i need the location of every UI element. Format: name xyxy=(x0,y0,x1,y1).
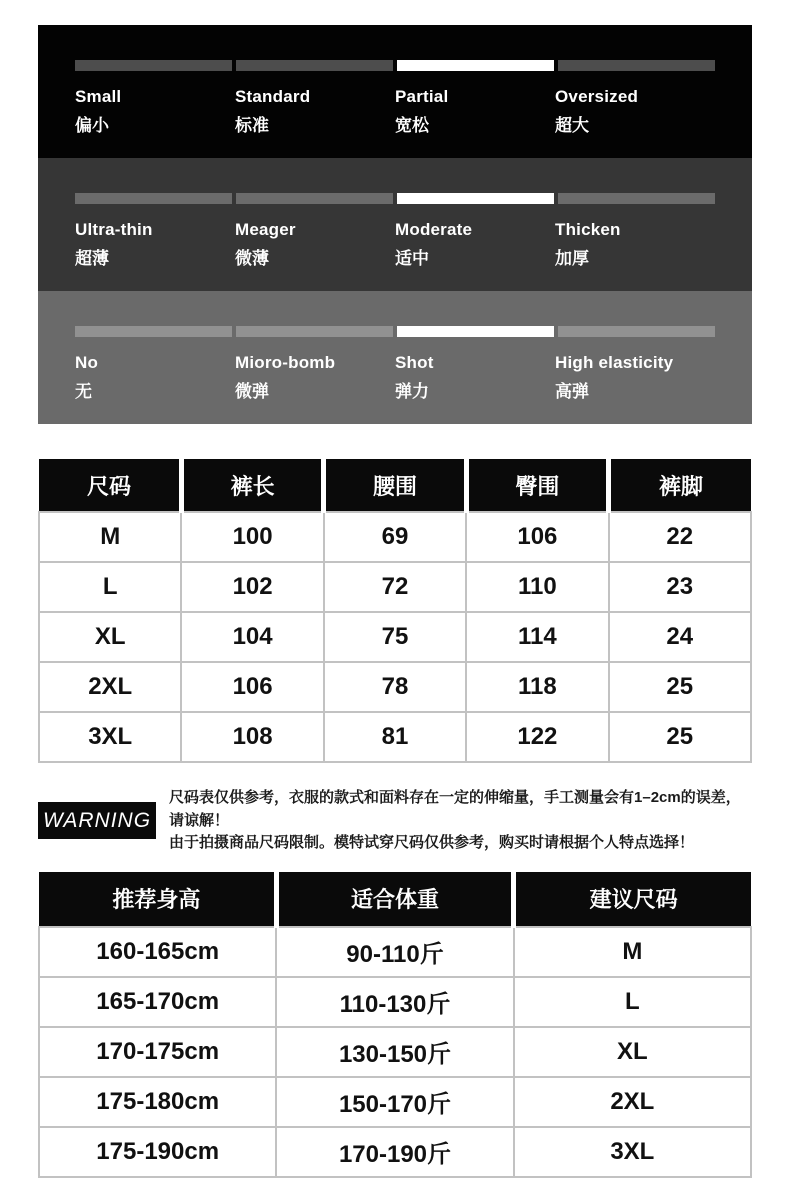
table-row xyxy=(39,662,751,712)
table-cell: 175-190cm xyxy=(39,1127,276,1177)
table-cell: L xyxy=(514,977,751,1027)
thickness-scale-bar xyxy=(75,193,715,204)
scale-option-label-zh: 超薄 xyxy=(75,249,109,268)
table-cell: 81 xyxy=(324,712,466,762)
table-cell: 78 xyxy=(324,662,466,712)
table-cell: 170-175cm xyxy=(39,1027,276,1077)
column-header: 尺码 xyxy=(39,459,181,512)
table-row xyxy=(39,927,751,977)
table-cell: 102 xyxy=(181,562,323,612)
scale-segment xyxy=(75,326,232,337)
scale-option-label-zh: 偏小 xyxy=(75,116,109,135)
thickness-scale-banner xyxy=(38,158,752,291)
column-header: 推荐身高 xyxy=(39,872,276,927)
scale-option-label-en: Shot xyxy=(395,353,434,372)
table-cell: 175-180cm xyxy=(39,1077,276,1127)
scale-option-label-zh: 宽松 xyxy=(395,116,429,135)
table-cell: M xyxy=(514,927,751,977)
table-cell: 3XL xyxy=(514,1127,751,1177)
table-cell: 106 xyxy=(466,512,608,562)
scale-option-label-en: Ultra-thin xyxy=(75,220,153,239)
column-header: 臀围 xyxy=(466,459,608,512)
table-cell: 69 xyxy=(324,512,466,562)
table-cell: 3XL xyxy=(39,712,181,762)
scale-option-label-en: Moderate xyxy=(395,220,473,239)
table-cell: 24 xyxy=(609,612,751,662)
scale-option-label-zh: 标准 xyxy=(235,116,269,135)
table-cell: 23 xyxy=(609,562,751,612)
fit-scale-labels xyxy=(75,87,715,136)
scale-option-label-en: Thicken xyxy=(555,220,621,239)
scale-option xyxy=(395,220,555,269)
table-cell: 110-130斤 xyxy=(276,977,513,1027)
column-header: 裤长 xyxy=(181,459,323,512)
table-row xyxy=(39,512,751,562)
scale-option-label-zh: 适中 xyxy=(395,249,429,268)
scale-segment xyxy=(75,60,232,71)
scale-option-label-zh: 弹力 xyxy=(395,382,429,401)
scale-segment xyxy=(236,326,393,337)
warning-section xyxy=(38,787,752,855)
table-cell: 2XL xyxy=(39,662,181,712)
warning-line-1: 尺码表仅供参考，衣服的款式和面料存在一定的伸缩量，手工测量会有1–2cm的误差，请谅解！ xyxy=(169,789,741,829)
scale-option xyxy=(555,220,715,269)
elasticity-scale-labels xyxy=(75,353,715,402)
table-cell: 25 xyxy=(609,712,751,762)
scale-option-label-en: Mioro-bomb xyxy=(235,353,336,372)
table-cell: L xyxy=(39,562,181,612)
elasticity-scale-banner xyxy=(38,291,752,424)
table-header-row xyxy=(39,459,751,512)
table-cell: 104 xyxy=(181,612,323,662)
scale-option-label-en: No xyxy=(75,353,99,372)
size-spec-table xyxy=(38,459,752,763)
scale-segment xyxy=(236,193,393,204)
table-cell: 110 xyxy=(466,562,608,612)
fit-scale-banner xyxy=(38,25,752,158)
scale-option-label-en: Oversized xyxy=(555,87,639,106)
table-row xyxy=(39,1027,751,1077)
scale-option xyxy=(395,87,555,136)
scale-option-label-en: Partial xyxy=(395,87,449,106)
scale-option-label-zh: 高弹 xyxy=(555,382,589,401)
table-row xyxy=(39,977,751,1027)
scale-segment xyxy=(397,326,554,337)
fit-recommendation-table xyxy=(38,872,752,1178)
table-cell: 130-150斤 xyxy=(276,1027,513,1077)
warning-badge: WARNING xyxy=(38,802,156,839)
thickness-scale-labels xyxy=(75,220,715,269)
size-guide-page xyxy=(38,0,752,1178)
table-row xyxy=(39,612,751,662)
scale-option-label-zh: 微弹 xyxy=(235,382,269,401)
table-cell: 170-190斤 xyxy=(276,1127,513,1177)
scale-option xyxy=(235,220,395,269)
fit-scale-bar xyxy=(75,60,715,71)
scale-segment xyxy=(558,193,715,204)
scale-option xyxy=(75,353,235,402)
table-row xyxy=(39,562,751,612)
scale-segment xyxy=(75,193,232,204)
table-cell: 165-170cm xyxy=(39,977,276,1027)
scale-segment xyxy=(236,60,393,71)
table-cell: 2XL xyxy=(514,1077,751,1127)
table-cell: 108 xyxy=(181,712,323,762)
scale-option-label-zh: 加厚 xyxy=(555,249,589,268)
column-header: 建议尺码 xyxy=(514,872,751,927)
scale-segment xyxy=(397,193,554,204)
column-header: 腰围 xyxy=(324,459,466,512)
table-cell: 160-165cm xyxy=(39,927,276,977)
scale-option-label-zh: 无 xyxy=(75,382,92,401)
scale-option xyxy=(235,87,395,136)
scale-option xyxy=(75,220,235,269)
table-cell: 122 xyxy=(466,712,608,762)
column-header: 适合体重 xyxy=(276,872,513,927)
scale-option-label-zh: 超大 xyxy=(555,116,589,135)
table-cell: 100 xyxy=(181,512,323,562)
table-cell: 106 xyxy=(181,662,323,712)
scale-segment xyxy=(397,60,554,71)
table-row xyxy=(39,712,751,762)
warning-text xyxy=(169,787,752,855)
scale-option-label-en: Standard xyxy=(235,87,311,106)
table-cell: 75 xyxy=(324,612,466,662)
column-header: 裤脚 xyxy=(609,459,751,512)
table-cell: 22 xyxy=(609,512,751,562)
table-cell: M xyxy=(39,512,181,562)
table-cell: 25 xyxy=(609,662,751,712)
scale-option xyxy=(395,353,555,402)
table-cell: 150-170斤 xyxy=(276,1077,513,1127)
scale-option-label-en: Meager xyxy=(235,220,296,239)
scale-segment xyxy=(558,60,715,71)
scale-option xyxy=(235,353,395,402)
table-header-row xyxy=(39,872,751,927)
table-cell: 72 xyxy=(324,562,466,612)
table-row xyxy=(39,1077,751,1127)
scale-option xyxy=(555,87,715,136)
table-row xyxy=(39,1127,751,1177)
warning-line-2: 由于拍摄商品尺码限制。模特试穿尺码仅供参考，购买时请根据个人特点选择！ xyxy=(169,834,695,851)
table-cell: XL xyxy=(514,1027,751,1077)
scale-option xyxy=(555,353,715,402)
scale-segment xyxy=(558,326,715,337)
scale-option-label-zh: 微薄 xyxy=(235,249,269,268)
table-cell: 90-110斤 xyxy=(276,927,513,977)
elasticity-scale-bar xyxy=(75,326,715,337)
scale-option-label-en: High elasticity xyxy=(555,353,674,372)
table-cell: XL xyxy=(39,612,181,662)
scale-option-label-en: Small xyxy=(75,87,122,106)
scale-option xyxy=(75,87,235,136)
table-cell: 118 xyxy=(466,662,608,712)
table-cell: 114 xyxy=(466,612,608,662)
